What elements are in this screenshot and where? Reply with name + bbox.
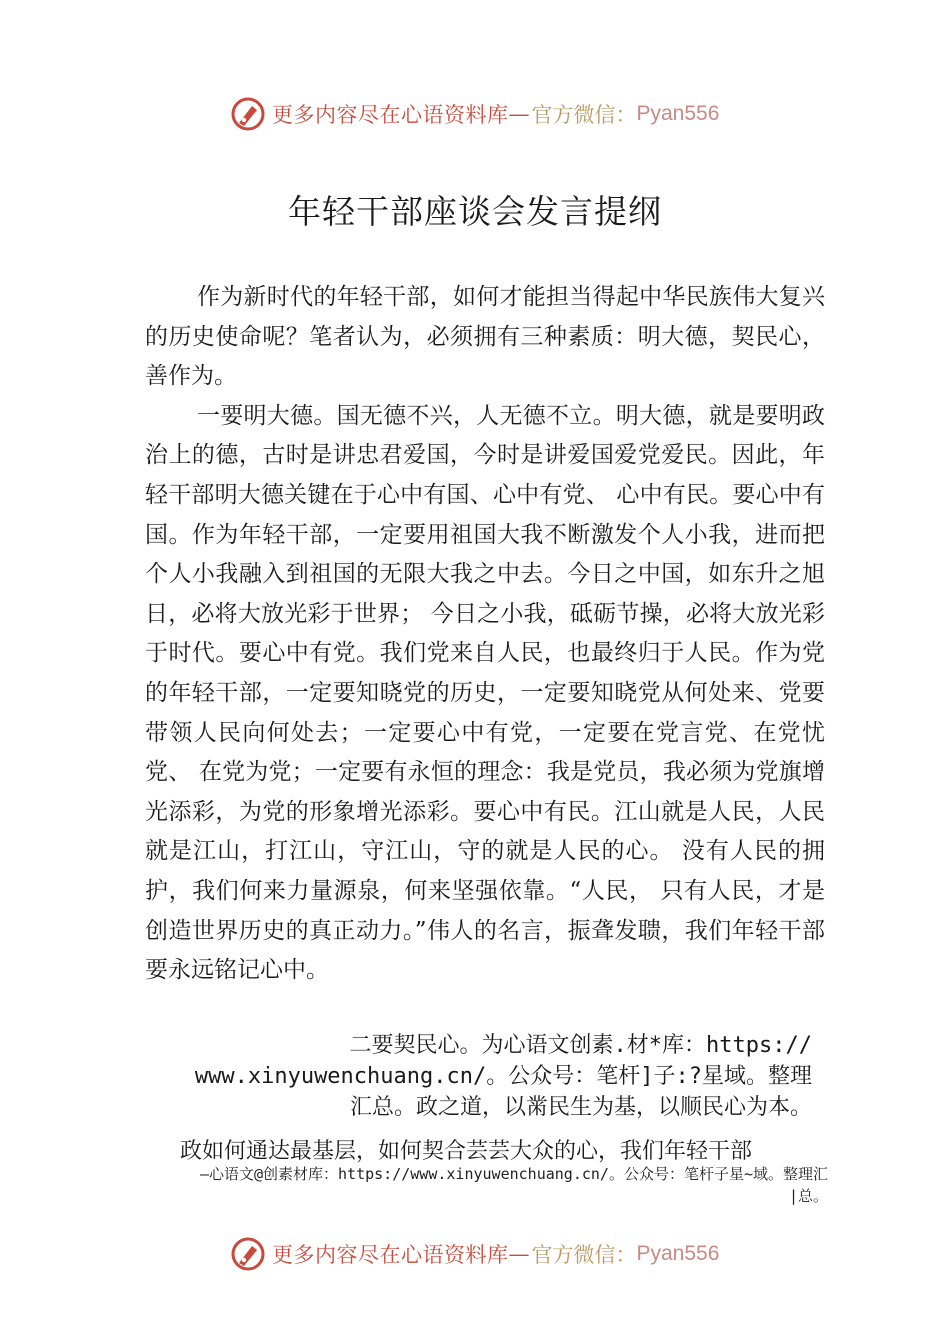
- banner-wechat-label: 官方微信：: [531, 1243, 637, 1267]
- body-last-line: 政如何通达最基层，如何契合芸芸大众的心，我们年轻干部: [180, 1139, 753, 1164]
- annotation-line: 汇总。政之道，以⿋民生为基，以顺民心为本。: [349, 1095, 812, 1120]
- pen-logo-icon: [230, 96, 266, 132]
- pen-logo-icon: [230, 1236, 266, 1272]
- banner-wechat-label: 官方微信：: [531, 103, 637, 127]
- banner-wechat-id: Pyan556: [636, 1242, 720, 1265]
- banner-slogan: 更多内容尽在心语资料库: [272, 1243, 509, 1267]
- footnote: [140, 1163, 828, 1207]
- footer-banner: [230, 1234, 750, 1274]
- annotation-line: www.xinyuwenchuang.cn/。公众号：笔杆]子:?星域。整理: [194, 1064, 812, 1089]
- annotated-paragraph: [150, 1030, 812, 1123]
- banner-dash: —: [508, 1242, 530, 1266]
- annotation-line: 二要契民心。为心语文创素.材*库：https://: [349, 1033, 812, 1058]
- footnote-line: |总。: [788, 1187, 828, 1205]
- banner-slogan: 更多内容尽在心语资料库: [272, 103, 509, 127]
- paragraph-intro: 作为新时代的年轻干部，如何才能担当得起中华民族伟大复兴的历史使命呢？笔者认为，必须拥有三种素质：明大德，契民心，善作为。: [145, 284, 825, 390]
- footnote-line: —心语文@创素材库：https://www.xinyuwenchuang.cn/。公众号：笔杆子星~域。整理汇: [199, 1165, 828, 1183]
- document-title: 年轻干部座谈会发言提纲: [288, 192, 662, 231]
- banner-dash: —: [508, 102, 530, 126]
- document-body: [145, 278, 825, 991]
- header-banner: [230, 94, 750, 134]
- paragraph-ming-da-de: 一要明大德。国无德不兴，人无德不立。明大德，就是要明政治上的德，古时是讲忠君爱国，今时是讲爱国爱党爱民。因此，年轻干部明大德关键在于心中有国、心中有党、 心中有民。要心中有国。作为年轻干部，一定要用祖国大我不断激发个人小我，进而把个人小我融入到祖国的无限大我之中去。今日之中国，如东升之旭日，必将大放光彩于世界； 今日之小我，砥砺节操，必将大放光彩于时代。要心中有党。我们党来自人民，也最终归于人民。作为党的年轻干部，一定要知晓党的历史，一定要知晓党从何处来、党要带领人民向何处去；一定要心中有党，一定要在党言党、在党忧党、 在党为党；一定要有永恒的理念：我是党员，我必须为党旗增光添彩，为党的形象增光添彩。要心中有民。江山就是人民，人民就是江山，打江山，守江山，守的就是人民的心。 没有人民的拥护，我们何来力量源泉，何来坚强依靠。“人民， 只有人民，才是创造世界历史的真正动力。”伟人的名言，振聋发聩，我们年轻干部要永远铭记心中。: [145, 402, 825, 984]
- banner-wechat-id: Pyan556: [636, 102, 720, 125]
